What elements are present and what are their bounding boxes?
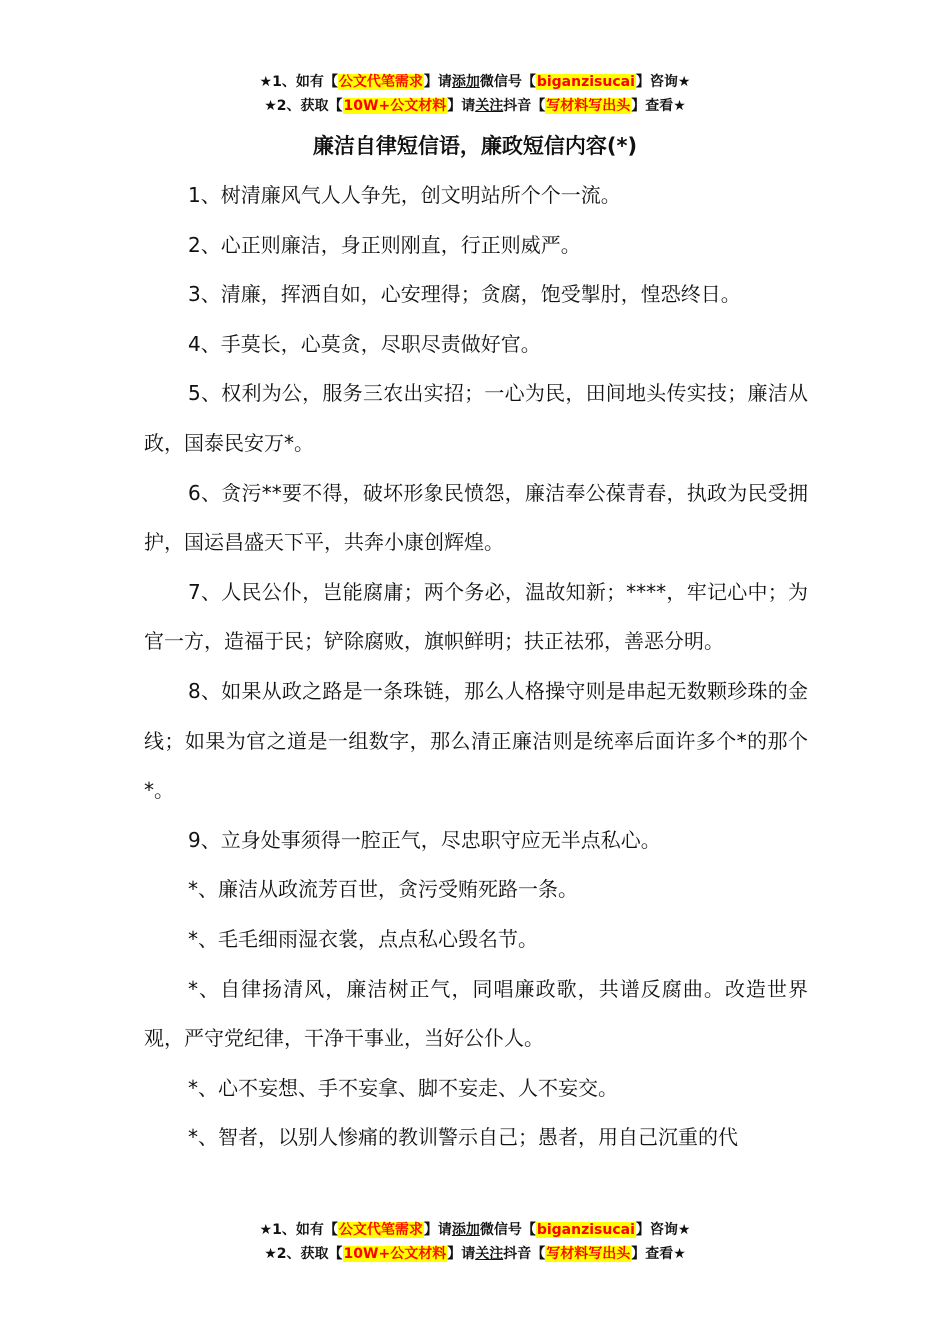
footer-banner — [0, 1218, 950, 1266]
star-icon: ★ — [264, 1246, 277, 1262]
highlight-wechat-id: biganzisucai — [536, 1222, 635, 1238]
banner-text: 】请 — [447, 98, 476, 114]
banner-line-1 — [0, 70, 950, 94]
highlight-materials: 10W+公文材料 — [343, 98, 447, 114]
highlight-materials: 10W+公文材料 — [343, 1246, 447, 1262]
banner-text: 抖音【 — [503, 1246, 546, 1262]
paragraph: *、自律扬清风，廉洁树正气，同唱廉政歌，共谱反腐曲。改造世界观，严守党纪律，干净干事业，当好公仆人。 — [144, 976, 808, 1051]
banner-text: 微信号【 — [479, 1222, 536, 1238]
highlight-douyin-account: 写材料写出头 — [546, 98, 631, 114]
star-icon: ★ — [673, 98, 686, 114]
highlight-service: 公文代笔需求 — [338, 74, 423, 90]
paragraph: 8、如果从政之路是一条珠链，那么人格操守则是串起无数颗珍珠的金线；如果为官之道是一组数字，那么清正廉洁则是统率后面许多个*的那个*。 — [144, 678, 808, 803]
paragraph: *、心不妄想、手不妄拿、脚不妄走、人不妄交。 — [188, 1075, 618, 1100]
star-icon: ★ — [259, 1222, 273, 1238]
paragraph: *、廉洁从政流芳百世，贪污受贿死路一条。 — [188, 877, 578, 902]
banner-text: 】请 — [447, 1246, 476, 1262]
star-icon: ★ — [673, 1246, 686, 1262]
underlined-text: 关注 — [475, 1246, 504, 1262]
banner-text: 】咨询 — [635, 74, 678, 90]
banner-text: 微信号【 — [479, 74, 536, 90]
highlight-service: 公文代笔需求 — [338, 1222, 423, 1238]
banner-line-2 — [0, 94, 950, 118]
document-title: 廉洁自律短信语，廉政短信内容(*) — [312, 134, 638, 158]
banner-text: 】请 — [423, 74, 452, 90]
banner-text: 抖音【 — [503, 98, 546, 114]
banner-text: 】查看 — [631, 98, 674, 114]
banner-text: 】请 — [423, 1222, 452, 1238]
document-body — [144, 171, 808, 1163]
paragraph: 6、贪污**要不得，破坏形象民愤怨，廉洁奉公葆青春，执政为民受拥护，国运昌盛天下平，共奔小康创辉煌。 — [144, 480, 808, 555]
star-icon: ★ — [677, 1222, 691, 1238]
underlined-text: 关注 — [475, 98, 504, 114]
banner-text: 2、获取【 — [276, 98, 343, 114]
header-banner — [0, 70, 950, 118]
paragraph: 7、人民公仆，岂能腐庸；两个务必，温故知新；****，牢记心中；为官一方，造福于民；铲除腐败，旗帜鲜明；扶正祛邪，善恶分明。 — [144, 579, 808, 654]
paragraph: 5、权利为公，服务三农出实招；一心为民，田间地头传实技；廉洁从政，国泰民安万*。 — [144, 381, 808, 455]
underlined-text: 添加 — [451, 74, 480, 90]
banner-line-2 — [0, 1242, 950, 1266]
paragraph: 9、立身处事须得一腔正气，尽忠职守应无半点私心。 — [188, 827, 661, 852]
star-icon: ★ — [259, 74, 273, 90]
banner-text: 1、如有【 — [272, 1222, 338, 1238]
highlight-douyin-account: 写材料写出头 — [546, 1246, 631, 1262]
paragraph: 4、手莫长，心莫贪，尽职尽责做好官。 — [188, 331, 541, 356]
banner-text: 1、如有【 — [272, 74, 338, 90]
paragraph: 2、心正则廉洁，身正则刚直，行正则威严。 — [188, 232, 581, 257]
paragraph: *、毛毛细雨湿衣裳，点点私心毁名节。 — [188, 926, 538, 951]
paragraph: 3、清廉，挥洒自如，心安理得；贪腐，饱受掣肘，惶恐终日。 — [188, 282, 741, 307]
paragraph: *、智者，以别人惨痛的教训警示自己；愚者，用自己沉重的代 — [188, 1125, 738, 1150]
paragraph: 1、树清廉风气人人争先，创文明站所个个一流。 — [188, 183, 621, 207]
underlined-text: 添加 — [451, 1222, 480, 1238]
banner-text: 2、获取【 — [276, 1246, 343, 1262]
banner-line-1 — [0, 1218, 950, 1242]
highlight-wechat-id: biganzisucai — [536, 74, 635, 90]
star-icon: ★ — [677, 74, 691, 90]
banner-text: 】查看 — [631, 1246, 674, 1262]
banner-text: 】咨询 — [635, 1222, 678, 1238]
star-icon: ★ — [264, 98, 277, 114]
